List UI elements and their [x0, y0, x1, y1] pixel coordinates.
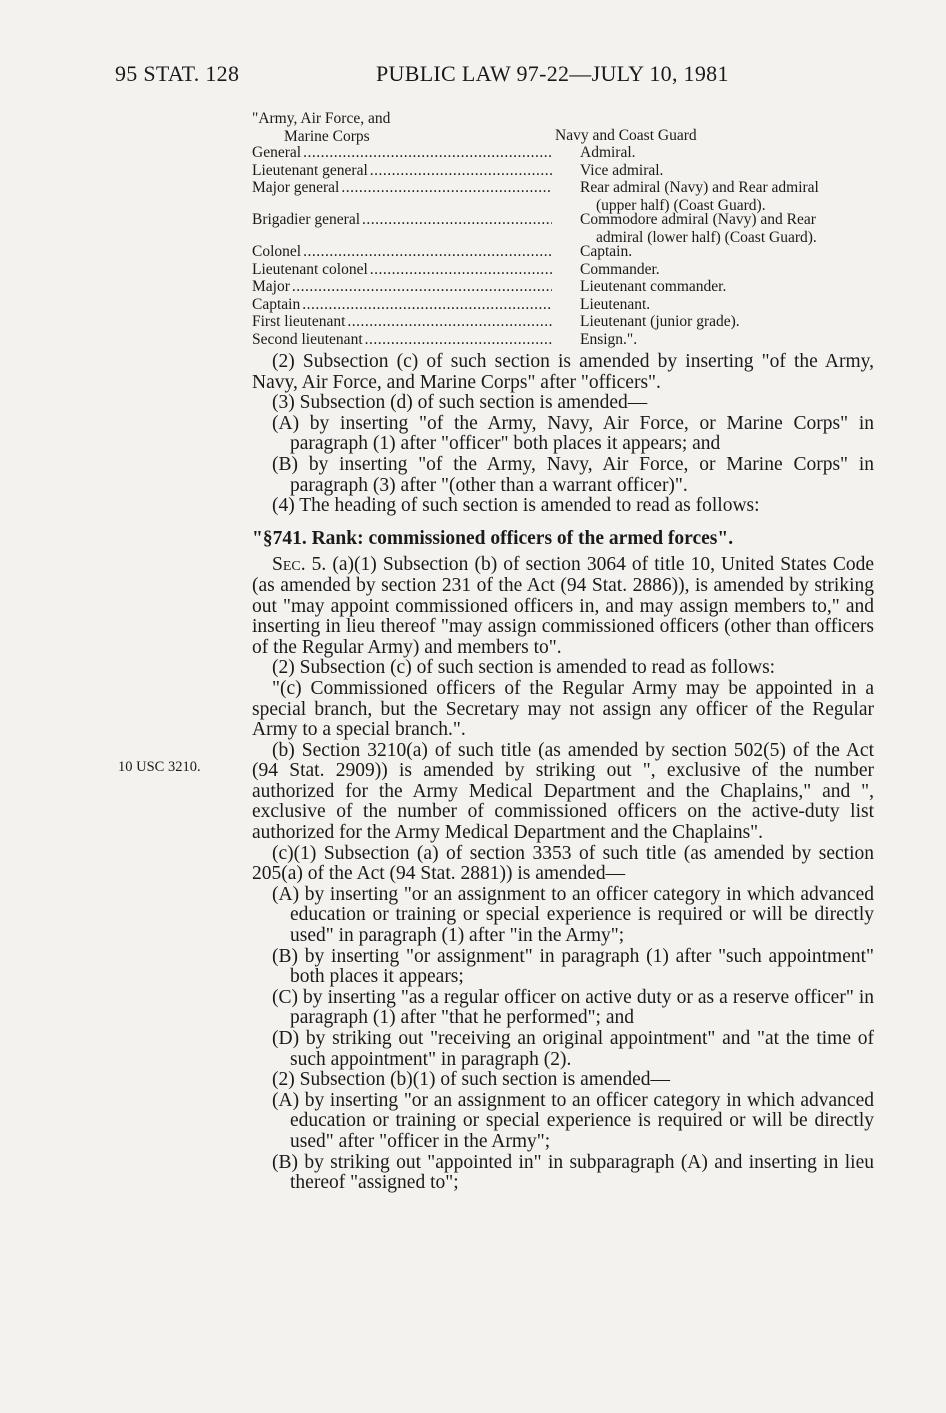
army-rank: Lieutenant general — [252, 161, 368, 179]
army-rank: Major — [252, 278, 290, 295]
leader-dots — [303, 144, 552, 162]
army-rank: Captain — [252, 295, 301, 313]
section-5-c1-C: (C) by inserting "as a regular officer on active duty or as a reserve officer" in paragraph (1) after "that he performed"; and — [272, 986, 874, 1029]
margin-citation: 10 USC 3210. — [118, 759, 201, 775]
army-rank: Second lieutenant — [252, 330, 363, 348]
leader-dots — [365, 331, 552, 349]
army-rank: Major general — [252, 179, 340, 196]
section-5-c2-A: (A) by inserting "or an assignment to an officer category in which advanced education or training or special experience is required or will be directly used" after "officer in the Army"; — [272, 1089, 874, 1152]
section-5-c1-D: (D) by striking out "receiving an original appointment" and "at the time of such appointment" in paragraph (2). — [272, 1028, 874, 1070]
navy-rank: Rear admiral (Navy) and Rear admiral — [580, 179, 819, 196]
paragraph-3: (3) Subsection (d) of such section is amended— — [272, 392, 648, 414]
army-rank: Brigadier general — [252, 211, 361, 228]
navy-rank: Commodore admiral (Navy) and Rear — [580, 211, 816, 228]
section-5-a2-quote: "(c) Commissioned officers of the Regular Army may be appointed in a special branch, but the Secretary may not assign any officer of the Regular Army to a special branch.". — [252, 677, 874, 741]
section-5-c2: (2) Subsection (b)(1) of such section is amended— — [272, 1069, 671, 1091]
army-rank: Lieutenant colonel — [252, 260, 368, 278]
navy-rank: Ensign.". — [580, 330, 638, 348]
leader-dots — [302, 296, 552, 314]
section-5-c1-A: (A) by inserting "or an assignment to an officer category in which advanced education or training or special experience is required or will be directly used" in paragraph (1) after "in the Army"; — [272, 883, 874, 947]
paragraph-3a: (A) by inserting "of the Army, Navy, Air Force, or Marine Corps" in paragraph (1) after "officer" both places it appears; and — [272, 412, 874, 455]
section-5-c1-B: (B) by inserting "or assignment" in paragraph (1) after "such appointment" both places it appears; — [272, 945, 874, 988]
table-header-army-line2: Marine Corps — [284, 127, 370, 145]
section-5-a1-text: (a)(1) Subsection (b) of section 3064 of title 10, United States Code (as amended by section 231 of the Act (94 Stat. 2886)), is amended by striking out "may appoint commissioned officers in, and may assign members to," and inserting in lieu thereof "may assign commissioned officers (other than officers of the Regular Army) and members to". — [252, 554, 874, 658]
stat-reference: 95 STAT. 128 — [115, 61, 240, 86]
body-text — [252, 352, 874, 1194]
navy-rank: Lieutenant (junior grade). — [580, 313, 740, 330]
section-label: Sec. 5. — [272, 554, 327, 576]
leader-dots — [303, 243, 552, 261]
leader-dots — [347, 313, 552, 331]
leader-dots — [341, 179, 552, 197]
leader-dots — [370, 162, 552, 180]
leader-dots — [362, 211, 552, 229]
section-5-c2-B: (B) by striking out "appointed in" in subparagraph (A) and inserting in lieu thereof "assigned to"; — [272, 1151, 874, 1194]
navy-rank: Admiral. — [580, 144, 636, 161]
navy-rank: Commander. — [580, 260, 660, 278]
navy-rank-continued: admiral (lower half) (Coast Guard). — [596, 228, 817, 246]
army-rank: Colonel — [252, 243, 302, 260]
section-5-b: (b) Section 3210(a) of such title (as amended by section 502(5) of the Act (94 Stat. 2909)) is amended by striking out ", exclusive of the number authorized for the Army Medical Department and the Chaplains," and ", exclusive of the number of commissioned officers on the active-duty list authorized for the Army Medical Department and the Chaplains". — [252, 739, 874, 844]
table-header-army-line1: "Army, Air Force, and — [252, 110, 391, 127]
section-5-a2: (2) Subsection (c) of such section is amended to read as follows: — [272, 657, 776, 679]
paragraph-3b: (B) by inserting "of the Army, Navy, Air Force, or Marine Corps" in paragraph (3) after "(other than a warrant officer)". — [272, 453, 874, 496]
navy-rank: Captain. — [580, 243, 633, 260]
section-5-a1 — [252, 555, 874, 658]
paragraph-2: (2) Subsection (c) of such section is amended by inserting "of the Army, Navy, Air Force, and Marine Corps" after "officers". — [252, 351, 874, 393]
table-header-navy: Navy and Coast Guard — [555, 127, 697, 144]
navy-rank: Vice admiral. — [580, 161, 664, 179]
page-title: PUBLIC LAW 97-22—JULY 10, 1981 — [376, 61, 729, 86]
navy-rank-continued: (upper half) (Coast Guard). — [596, 196, 766, 214]
leader-dots — [370, 261, 552, 279]
paragraph-4: (4) The heading of such section is amended to read as follows: — [272, 495, 760, 517]
section-heading: "§741. Rank: commissioned officers of the armed forces". — [252, 527, 734, 549]
navy-rank: Lieutenant. — [580, 295, 651, 313]
army-rank: General — [252, 144, 302, 161]
table-header-army — [252, 110, 552, 145]
navy-rank: Lieutenant commander. — [580, 278, 727, 295]
section-5-c1: (c)(1) Subsection (a) of section 3353 of such title (as amended by section 205(a) of the Act (94 Stat. 2881)) is amended— — [252, 842, 874, 885]
army-rank: First lieutenant — [252, 313, 346, 330]
leader-dots — [292, 278, 552, 296]
